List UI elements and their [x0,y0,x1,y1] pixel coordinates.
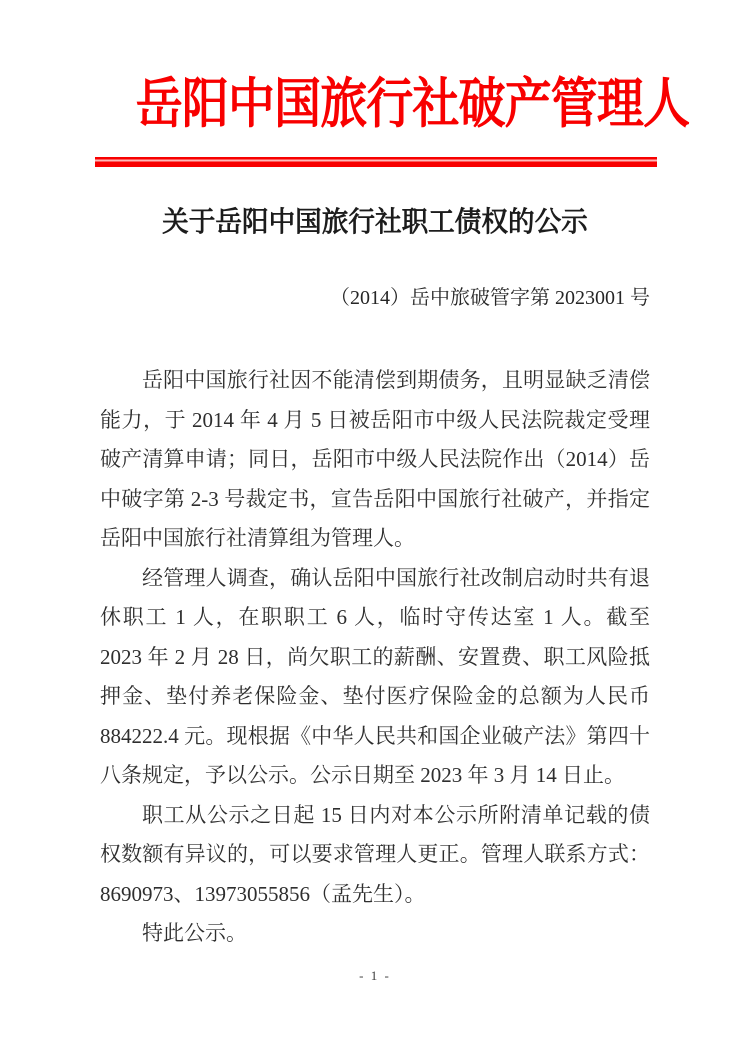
paragraph-bankruptcy-ruling: 岳阳中国旅行社因不能清偿到期债务，且明显缺乏清偿能力，于 2014 年 4 月 5 日被岳阳市中级人民法院裁定受理破产清算申请；同日，岳阳市中级人民法院作出（2014）岳中破字第 2-3 号裁定书，宣告岳阳中国旅行社破产，并指定岳阳中国旅行社清算组为管理人。 [100,368,650,550]
document-title: 关于岳阳中国旅行社职工债权的公示 [162,207,588,238]
page-footer [0,968,750,984]
masthead-title: 岳阳中国旅行社破产管理人 [135,74,690,134]
paragraph-claims-summary: 经管理人调查，确认岳阳中国旅行社改制启动时共有退休职工 1 人，在职职工 6 人，临时守传达室 1 人。截至 2023 年 2 月 28 日，尚欠职工的薪酬、安置费、职工风险抵押金、垫付养老保险金、垫付医疗保险金的总额为人民币 884222.4 元。现根据《中华人民共和国企业破产法》第四十八条规定，予以公示。公示日期至 2023 年 3 月 14 日止。 [100,565,650,787]
document-body [100,361,650,954]
paragraph-objection-contact: 职工从公示之日起 15 日内对本公示所附清单记载的债权数额有异议的，可以要求管理人更正。管理人联系方式：8690973、13973055856（孟先生）。 [100,802,650,906]
page-number: - 1 - [359,968,391,983]
paragraph-closing: 特此公示。 [142,921,247,945]
masthead-divider-rule [95,157,657,167]
masthead [100,70,690,167]
document-number: （2014）岳中旅破管字第 2023001 号 [330,287,650,309]
